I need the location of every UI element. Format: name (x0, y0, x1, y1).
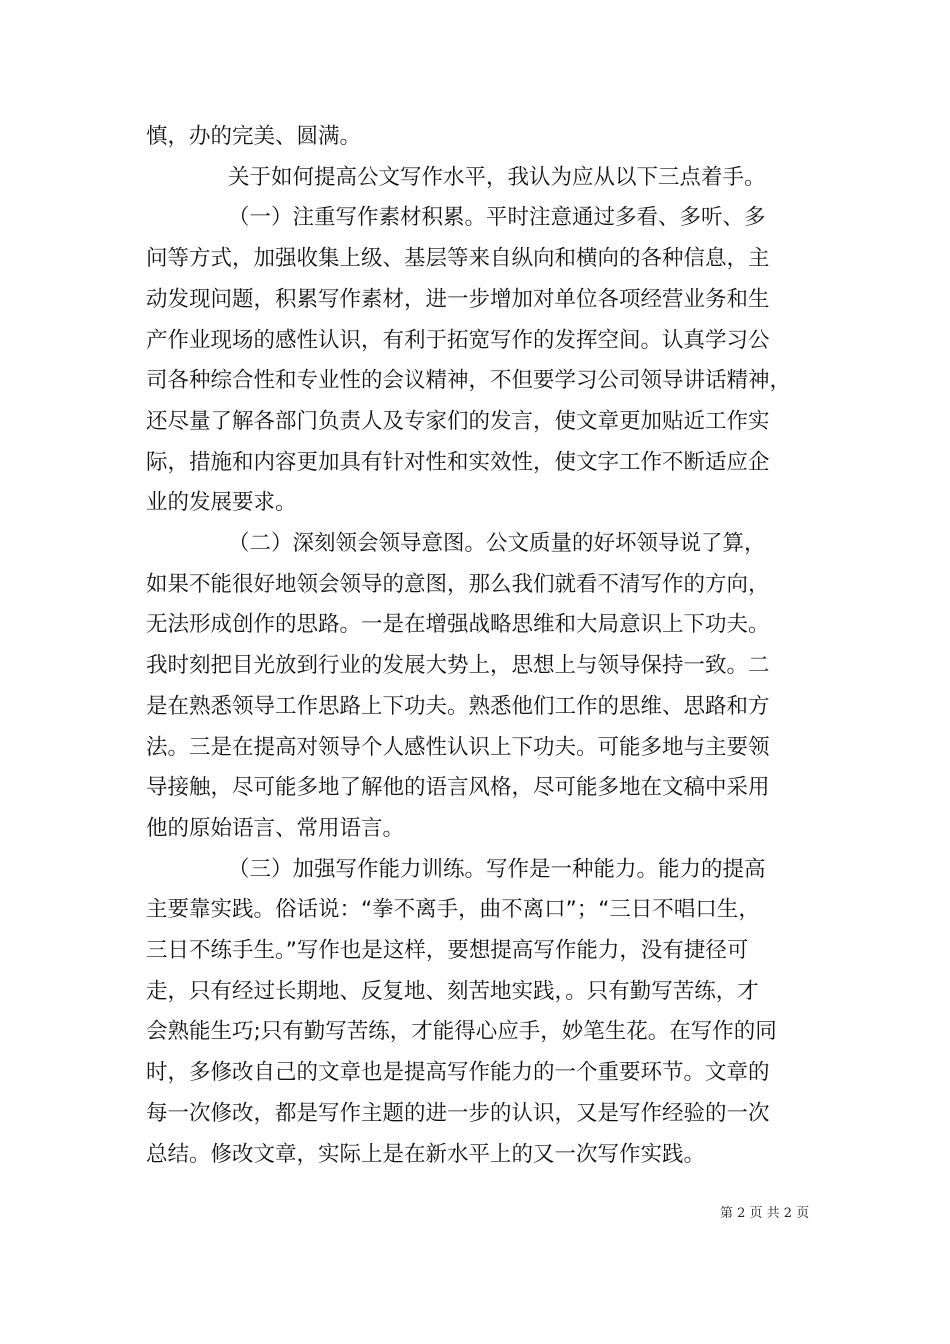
text-line: 产作业现场的感性认识，有利于拓宽写作的发挥空间。认真学习公 (146, 327, 770, 353)
text-line: 他的原始语言、常用语言。 (146, 815, 405, 841)
text-line: 际，措施和内容更加具有针对性和实效性，使文字工作不断适应企 (146, 449, 770, 475)
text-line: 主要靠实践。俗话说：“拳不离手，曲不离口”；“三日不唱口生， (146, 897, 760, 923)
page-footer: 第 2 页 共 2 页 (720, 1206, 810, 1221)
text-line: 总结。修改文章，实际上是在新水平上的又一次写作实践。 (146, 1141, 706, 1167)
text-line: 我时刻把目光放到行业的发展大势上，思想上与领导保持一致。二 (146, 653, 770, 679)
text-line: 会熟能生巧;只有勤写苦练，才能得心应手，妙笔生花。在写作的同 (146, 1019, 777, 1045)
text-line: 三日不练手生。”写作也是这样，要想提高写作能力，没有捷径可 (146, 938, 749, 963)
text-line: 还尽量了解各部门负责人及专家们的发言，使文章更加贴近工作实 (146, 408, 770, 434)
text-line: 法。三是在提高对领导个人感性认识上下功夫。可能多地与主要领 (146, 734, 770, 760)
text-line: （一）注重写作素材积累。平时注意通过多看、多听、多 (146, 205, 766, 231)
text-line: 是在熟悉领导工作思路上下功夫。熟悉他们工作的思维、思路和方 (146, 693, 770, 719)
text-line: 业的发展要求。 (146, 490, 297, 516)
text-line: （二）深刻领会领导意图。公文质量的好坏领导说了算， (146, 531, 766, 556)
text-line: 问等方式，加强收集上级、基层等来自纵向和横向的各种信息，主 (146, 246, 770, 272)
text-line: 走，只有经过长期地、反复地、刻苦地实践，。只有勤写苦练，才 (146, 978, 759, 1004)
text-line: 导接触，尽可能多地了解他的语言风格，尽可能多地在文稿中采用 (146, 775, 770, 801)
text-line: 每一次修改，都是写作主题的进一步的认识，又是写作经验的一次 (146, 1100, 770, 1126)
text-line: 如果不能很好地领会领导的意图，那么我们就看不清写作的方向， (146, 571, 770, 597)
text-line: 司各种综合性和专业性的会议精神，不但要学习公司领导讲话精神， (146, 368, 792, 394)
text-line: 时，多修改自己的文章也是提高写作能力的一个重要环节。文章的 (146, 1060, 770, 1086)
text-line: 关于如何提高公文写作水平，我认为应从以下三点着手。 (146, 164, 766, 190)
text-line: （三）加强写作能力训练。写作是一种能力。能力的提高 (146, 856, 766, 882)
text-line: 无法形成创作的思路。一是在增强战略思维和大局意识上下功夫。 (146, 612, 770, 638)
text-line: 动发现问题，积累写作素材，进一步增加对单位各项经营业务和生 (146, 286, 770, 312)
text-line: 慎，办的完美、圆满。 (146, 124, 362, 149)
